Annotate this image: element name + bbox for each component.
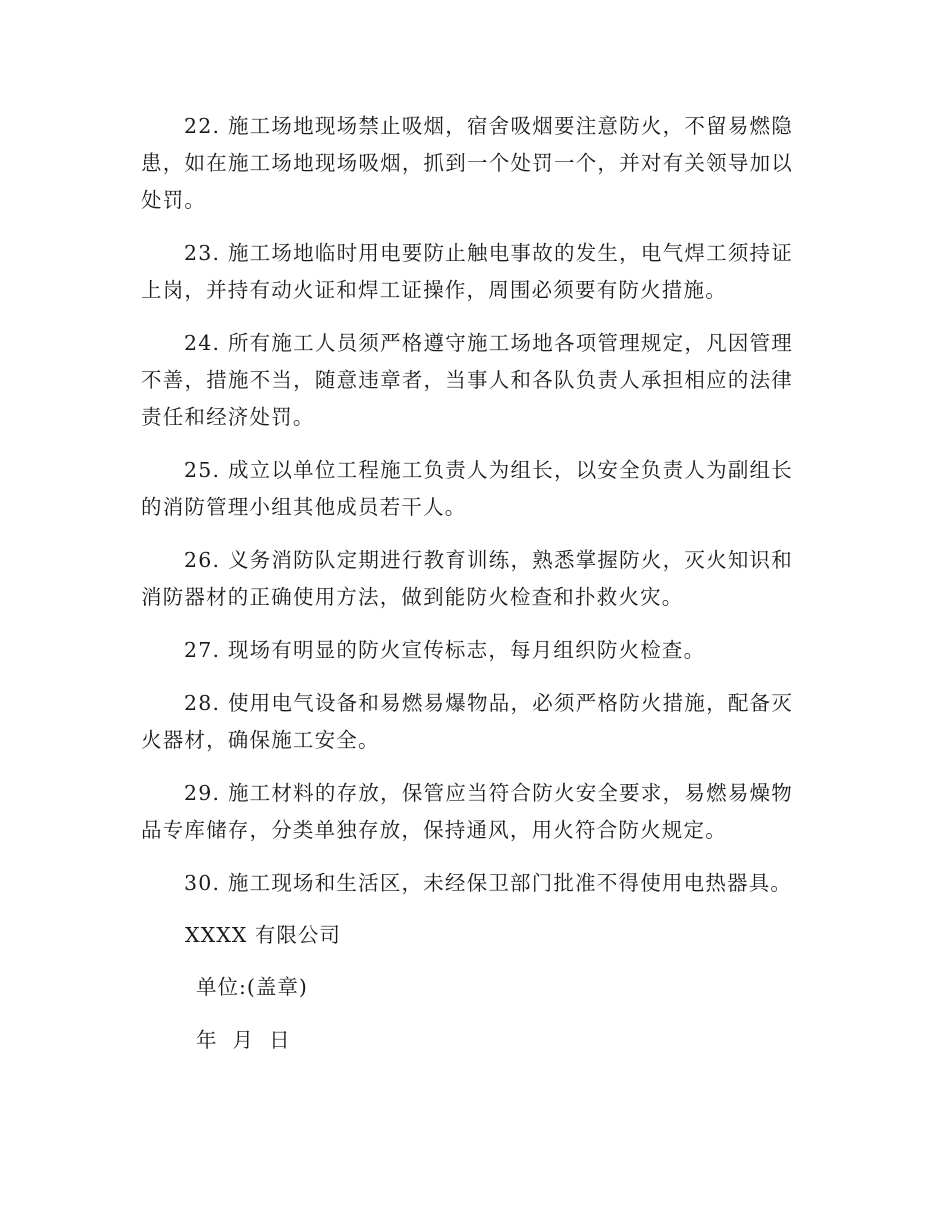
clause-25: 25. 成立以单位工程施工负责人为组长，以安全负责人为副组长的消防管理小组其他成员若干人。 (141, 458, 793, 519)
document-body (141, 108, 793, 918)
signature-date: 年 月 日 (196, 1028, 291, 1052)
signature-unit-seal: 单位:(盖章) (196, 975, 308, 999)
clause-24: 24. 所有施工人员须严格遵守施工场地各项管理规定，凡因管理不善，措施不当，随意违章者，当事人和各队负责人承担相应的法律责任和经济处罚。 (141, 331, 793, 429)
clause-26: 26. 义务消防队定期进行教育训练，熟悉掌握防火，灭火知识和消防器材的正确使用方法，做到能防火检查和扑救火灾。 (141, 548, 793, 609)
clause-30: 30. 施工现场和生活区，未经保卫部门批准不得使用电热器具。 (184, 871, 793, 895)
clause-22: 22. 施工场地现场禁止吸烟，宿舍吸烟要注意防火，不留易燃隐患，如在施工场地现场吸烟，抓到一个处罚一个，并对有关领导加以处罚。 (141, 114, 793, 212)
clause-27: 27. 现场有明显的防火宣传标志，每月组织防火检查。 (184, 638, 706, 662)
signature-company: XXXX 有限公司 (185, 923, 341, 947)
clause-23: 23. 施工场地临时用电要防止触电事故的发生，电气焊工须持证上岗，并持有动火证和焊工证操作，周围必须要有防火措施。 (141, 241, 793, 302)
clause-28: 28. 使用电气设备和易燃易爆物品，必须严格防火措施，配备灭火器材，确保施工安全。 (141, 691, 793, 752)
clause-29: 29. 施工材料的存放，保管应当符合防火安全要求，易燃易燥物品专库储存，分类单独存放，保持通风，用火符合防火规定。 (141, 781, 793, 842)
